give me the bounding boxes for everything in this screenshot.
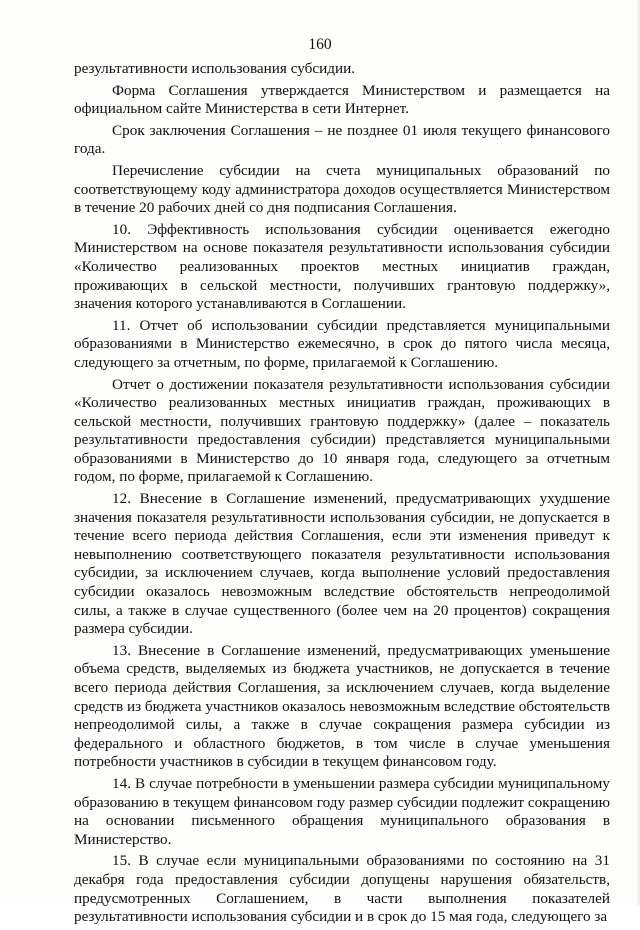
paragraph-14-reduction: 14. В случае потребности в уменьшении размера субсидии муниципальному образованию в текущем финансовом году размер субсидии подлежит сокращению на основании письменного обращения муниципального образования в Министерство.	[74, 774, 610, 848]
page-number: 160	[308, 36, 332, 53]
paragraph-agreement-deadline: Срок заключения Соглашения – не позднее 01 июля текущего финансового года.	[74, 121, 610, 158]
paragraph-13-changes: 13. Внесение в Соглашение изменений, предусматривающих уменьшение объема средств, выделяемых из бюджета участников, не допускается в течение всего периода действия Соглашения, за исключением случаев, когда выделение средств из бюджета участников оказалось невозможным вследствие обстоятельств непреодолимой силы, а также в случае сокращения размера субсидии из федерального и областного бюджетов, в том числе в случае уменьшения потребности участников в субсидии в текущем финансовом году.	[74, 641, 610, 771]
paragraph-agreement-form: Форма Соглашения утверждается Министерством и размещается на официальном сайте Министерства в сети Интернет.	[74, 81, 610, 118]
document-body	[74, 60, 610, 930]
paragraph-15-violations: 15. В случае если муниципальными образованиями по состоянию на 31 декабря года предоставления субсидии допущены нарушения обязательств, предусмотренных Соглашением, в части выполнения показателей результативности использования субсидии и в срок до 15 мая года, следующего за	[74, 852, 610, 926]
paragraph-10-efficiency: 10. Эффективность использования субсидии оценивается ежегодно Министерством на основе показателя результативности использования субсидии «Количество реализованных проектов местных инициатив граждан, проживающих в сельской местности, получивших грантовую поддержку», значения которого устанавливаются в Соглашении.	[74, 220, 610, 313]
page-edge-shadow	[636, 0, 640, 905]
paragraph-12-changes: 12. Внесение в Соглашение изменений, предусматривающих ухудшение значения показателя результативности использования субсидии, не допускается в течение всего периода действия Соглашения, если эти изменения приведут к невыполнению соответствующего показателя результативности использования субсидии, за исключением случаев, когда выполнение условий предоставления субсидии оказалось невозможным вследствие обстоятельств непреодолимой силы, а также в случае существенного (более чем на 20 процентов) сокращения размера субсидии.	[74, 490, 610, 638]
paragraph-subsidy-transfer: Перечисление субсидии на счета муниципальных образований по соответствующему коду администратора доходов осуществляется Министерством в течение 20 рабочих дней со дня подписания Соглашения.	[74, 161, 610, 217]
paragraph-11-report: 11. Отчет об использовании субсидии представляется муниципальными образованиями в Министерство ежемесячно, в срок до пятого числа месяца, следующего за отчетным, по форме, прилагаемой к Соглашению.	[74, 316, 610, 371]
paragraph-indicator-report: Отчет о достижении показателя результативности использования субсидии «Количество реализованных местных инициатив граждан, проживающих в сельской местности, получивших грантовую поддержку» (далее – показатель результативности предоставления субсидии) представляется муниципальными образованиями в Министерство до 10 января года, следующего за отчетным годом, по форме, прилагаемой к Соглашению.	[74, 375, 610, 486]
paragraph-continuation: результативности использования субсидии.	[74, 60, 356, 77]
